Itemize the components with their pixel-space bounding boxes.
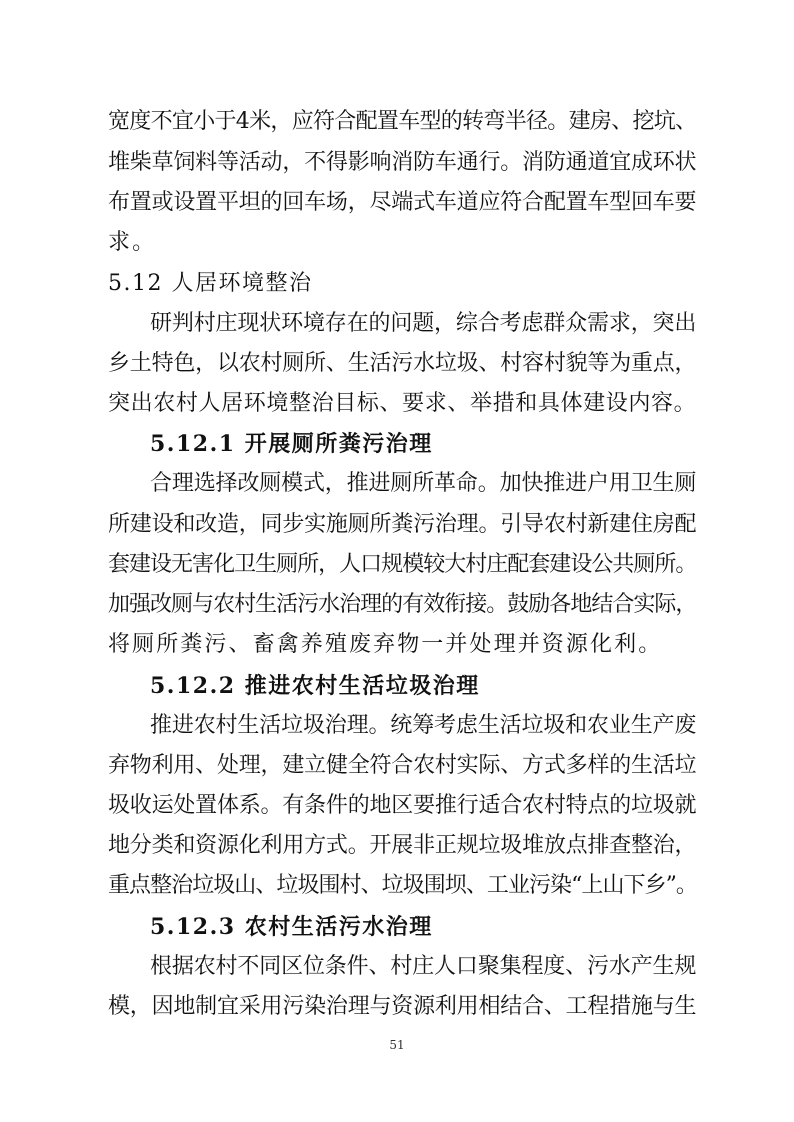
paragraph-line: 地分类和资源化利用方式。开展非正规垃圾堆放点排查整治，	[108, 833, 697, 858]
paragraph-line: 突出农村人居环境整治目标、要求、举措和具体建设内容。	[108, 391, 697, 416]
paragraph-line: 圾收运处置体系。有条件的地区要推行适合农村特点的垃圾就	[108, 793, 697, 818]
paragraph-line: 布置或设置平坦的回车场，尽端式车道应符合配置车型回车要	[108, 190, 697, 215]
paragraph-line: 重点整治垃圾山、垃圾围村、垃圾围坝、工业污染“上山下乡”。	[108, 873, 697, 898]
paragraph-line: 加强改厕与农村生活污水治理的有效衔接。鼓励各地结合实际，	[108, 592, 697, 617]
paragraph-line: 宽度不宜小于4米，应符合配置车型的转弯半径。建房、挖坑、	[108, 109, 697, 134]
subsection-heading: 5.12.3 农村生活污水治理	[150, 914, 433, 940]
section-heading: 5.12 人居环境整治	[108, 271, 313, 296]
paragraph-line: 合理选择改厕模式，推进厕所革命。加快推进户用卫生厕	[150, 471, 697, 496]
paragraph-line: 求。	[108, 230, 157, 255]
paragraph-line: 弃物利用、处理，建立健全符合农村实际、方式多样的生活垃	[108, 753, 697, 778]
paragraph-line: 推进农村生活垃圾治理。统筹考虑生活垃圾和农业生产废	[150, 713, 697, 738]
paragraph-line: 堆柴草饲料等活动，不得影响消防车通行。消防通道宜成环状	[108, 150, 697, 175]
paragraph-line: 乡土特色，以农村厕所、生活污水垃圾、村容村貌等为重点，	[108, 351, 697, 376]
paragraph-line: 套建设无害化卫生厕所，人口规模较大村庄配套建设公共厕所。	[108, 552, 697, 577]
paragraph-line: 研判村庄现状环境存在的问题，综合考虑群众需求，突出	[150, 311, 697, 336]
subsection-heading: 5.12.2 推进农村生活垃圾治理	[150, 673, 480, 699]
subsection-heading: 5.12.1 开展厕所粪污治理	[150, 431, 433, 457]
paragraph-line: 将厕所粪污、畜禽养殖废弃物一并处理并资源化利。	[108, 632, 663, 657]
page-number: 51	[389, 1038, 405, 1052]
paragraph-line: 根据农村不同区位条件、村庄人口聚集程度、污水产生规	[150, 954, 697, 979]
paragraph-line: 模，因地制宜采用污染治理与资源利用相结合、工程措施与生	[108, 994, 697, 1019]
paragraph-line: 所建设和改造，同步实施厕所粪污治理。引导农村新建住房配	[108, 512, 697, 537]
